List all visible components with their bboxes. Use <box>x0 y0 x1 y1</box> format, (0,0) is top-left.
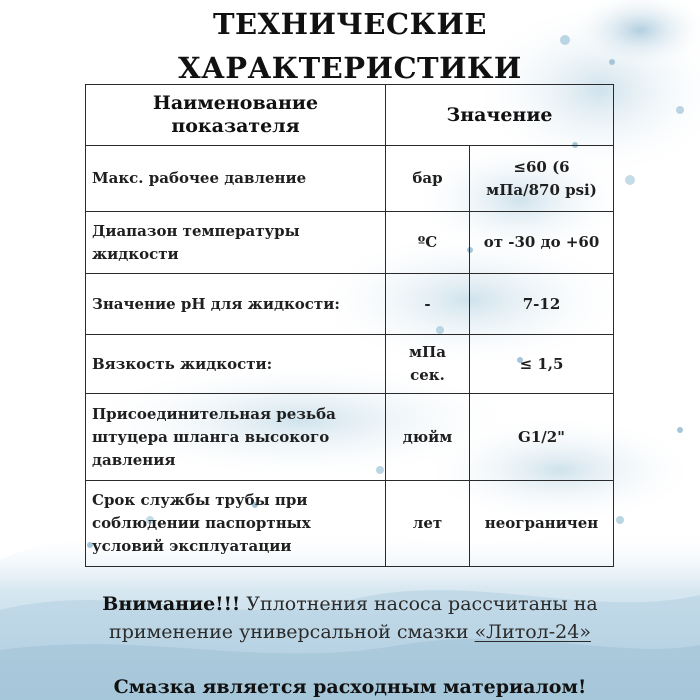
header-value: Значение <box>386 85 614 146</box>
row-name: Срок службы трубы при соблюдении паспортных условий эксплуатации <box>86 481 386 567</box>
row-name: Диапазон температуры жидкости <box>86 212 386 274</box>
row-unit: дюйм <box>386 394 470 481</box>
notice-text2: применение универсальной смазки <box>109 621 475 643</box>
row-value: 7-12 <box>470 274 614 335</box>
page-title-line2: ХАРАКТЕРИСТИКИ <box>178 51 522 85</box>
page-title-line1: ТЕХНИЧЕСКИЕ <box>212 7 488 41</box>
row-unit: лет <box>386 481 470 567</box>
row-name: Значение pH для жидкости: <box>86 274 386 335</box>
row-value: от -30 до +60 <box>470 212 614 274</box>
row-unit: ºC <box>386 212 470 274</box>
notice-text1: Уплотнения насоса рассчитаны на <box>240 593 598 615</box>
row-name: Присоединительная резьба штуцера шланга высокого давления <box>86 394 386 481</box>
row-name: Вязкость жидкости: <box>86 335 386 394</box>
header-name: Наименование показателя <box>86 85 386 146</box>
row-value: ≤ 1,5 <box>470 335 614 394</box>
litol-link[interactable]: «Литол-24» <box>474 621 591 643</box>
table-row <box>86 212 614 274</box>
row-unit: мПа сек. <box>386 335 470 394</box>
row-value: G1/2" <box>470 394 614 481</box>
row-value: ≤60 (6 мПа/870 psi) <box>470 146 614 212</box>
footer-note: Смазка является расходным материалом! <box>113 676 587 698</box>
row-name: Макс. рабочее давление <box>86 146 386 212</box>
table-row <box>86 481 614 567</box>
table-row <box>86 146 614 212</box>
table-row <box>86 335 614 394</box>
notice-line2 <box>0 618 700 646</box>
table-header-row <box>86 85 614 146</box>
spec-table <box>85 84 614 567</box>
notice-warning: Внимание!!! <box>102 593 241 615</box>
row-unit: бар <box>386 146 470 212</box>
table-row <box>86 394 614 481</box>
row-value: неограничен <box>470 481 614 567</box>
notice-line1 <box>0 590 700 618</box>
table-row <box>86 274 614 335</box>
row-unit: - <box>386 274 470 335</box>
